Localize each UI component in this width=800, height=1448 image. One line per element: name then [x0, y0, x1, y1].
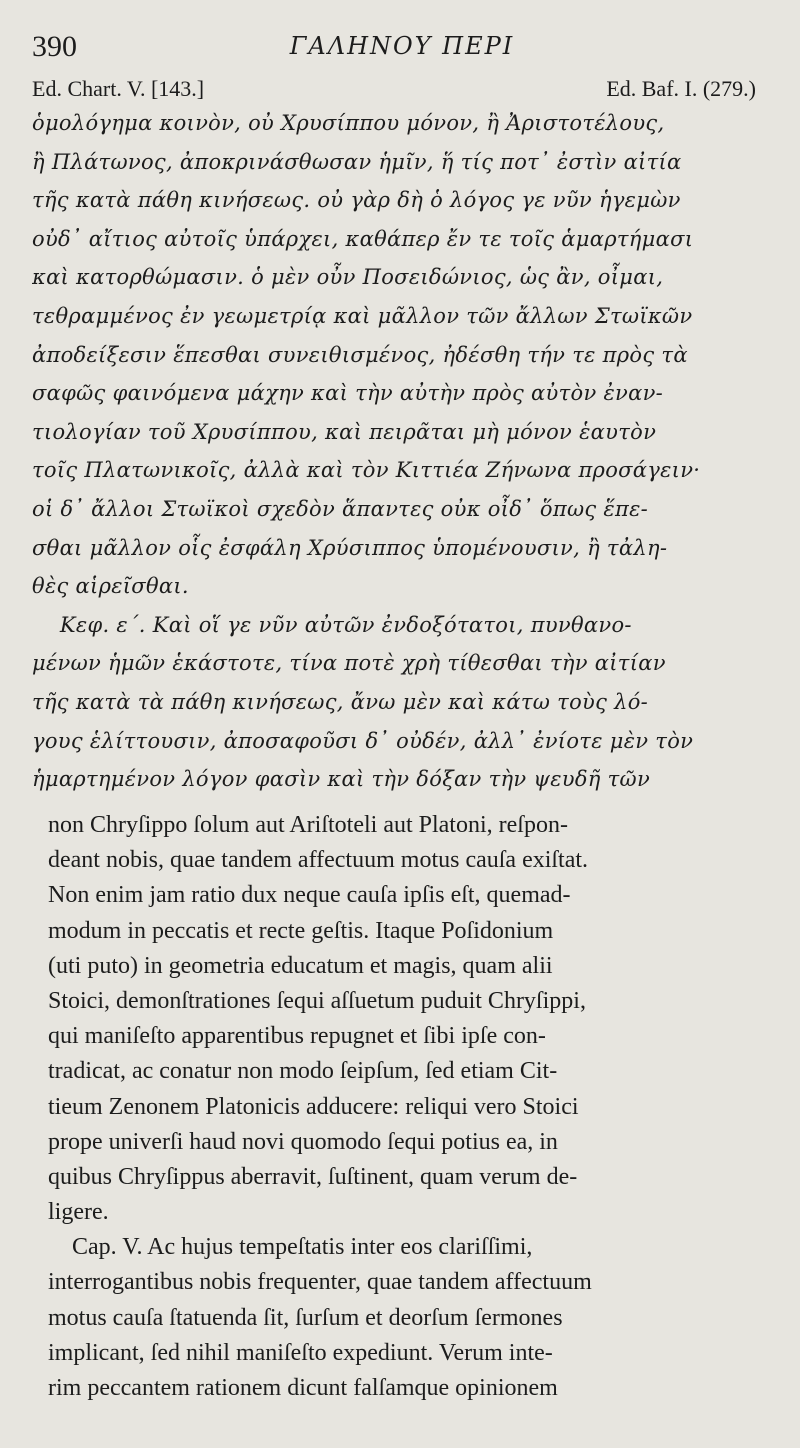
greek-text-line: Κεφ. ε΄. Καὶ οἵ γε νῦν αὐτῶν ἐνδοξότατοι, πυνθανο-	[32, 612, 632, 637]
greek-text-line: ὁμολόγημα κοινὸν, οὐ Χρυσίππου μόνον, ἢ Ἀριστοτέλους,	[32, 111, 665, 135]
greek-text-line: ἡμαρτημένον λόγον φασὶν καὶ τὴν δόξαν τὴν ψευδῆ τῶν	[32, 767, 651, 792]
greek-text-line: σθαι μᾶλλον οἷς ἐσφάλη Χρύσιππος ὑπομένουσιν, ἢ τἀλη-	[32, 535, 668, 560]
page-number: 390	[32, 30, 77, 63]
latin-text-line: Stoici, demonſtrationes ſequi aſſuetum puduit Chryſippi,	[48, 987, 586, 1014]
greek-text-line: οὐδ᾽ αἴτιος αὐτοῖς ὑπάρχει, καθάπερ ἔν τε τοῖς ἁμαρτήμασι	[32, 226, 694, 251]
greek-text-line: τοῖς Πλατωνικοῖς, ἀλλὰ καὶ τὸν Κιττιέα Ζήνωνα προσάγειν·	[32, 458, 701, 483]
running-title: ΓΑΛΗΝΟΥ ΠΕΡΙ	[289, 32, 515, 60]
greek-text-line: γους ἑλίττουσιν, ἀποσαφοῦσι δ᾽ οὐδέν, ἀλλ᾽ ἐνίοτε μὲν τὸν	[32, 728, 694, 753]
latin-text-line: Non enim jam ratio dux neque cauſa ipſis eſt, quemad-	[48, 882, 571, 909]
latin-text-line: motus cauſa ſtatuenda ſit, ſurſum et deorſum ſermones	[48, 1304, 563, 1331]
latin-text-line: rim peccantem rationem dicunt falſamque opinionem	[48, 1375, 558, 1401]
greek-text-line: θὲς αἱρεῖσθαι.	[32, 574, 189, 599]
edition-reference-line	[32, 76, 756, 104]
latin-text-line: interrogantibus nobis frequenter, quae tandem affectuum	[48, 1269, 592, 1296]
greek-text-line: ἢ Πλάτωνος, ἀποκρινάσθωσαν ἡμῖν, ἥ τίς ποτ᾽ ἐστὶν αἰτία	[32, 149, 682, 174]
latin-text-line: modum in peccatis et recte geſtis. Itaque Poſidonium	[48, 917, 554, 944]
latin-text-line: ligere.	[48, 1199, 109, 1226]
edition-left-ref: Ed. Chart. V. [143.]	[32, 76, 205, 101]
latin-text-line: qui maniſeſto apparentibus repugnet et ſibi ipſe con-	[48, 1023, 546, 1050]
latin-text-line: prope univerſi haud novi quomodo ſequi potius ea, in	[48, 1128, 558, 1155]
greek-text-line: τιολογίαν τοῦ Χρυσίππου, καὶ πειρᾶται μὴ μόνον ἑαυτὸν	[32, 419, 657, 444]
latin-text-line: tieum Zenonem Platonicis adducere: reliqui vero Stoici	[48, 1093, 579, 1120]
latin-text-line: Cap. V. Ac hujus tempeſtatis inter eos clariſſimi,	[48, 1234, 533, 1261]
greek-text-line: οἱ δ᾽ ἄλλοι Στωϊκοὶ σχεδὸν ἅπαντες οὐκ οἶδ᾽ ὅπως ἕπε-	[32, 496, 649, 521]
running-header	[32, 28, 772, 64]
latin-text-block	[48, 808, 766, 1406]
greek-text-line: τῆς κατὰ πάθη κινήσεως. οὐ γὰρ δὴ ὁ λόγος γε νῦν ἡγεμὼν	[32, 188, 681, 213]
greek-text-line: τῆς κατὰ τὰ πάθη κινήσεως, ἄνω μὲν καὶ κάτω τοὺς λό-	[32, 689, 649, 714]
edition-right-ref: Ed. Baf. I. (279.)	[606, 76, 756, 101]
greek-text-block	[32, 104, 764, 799]
greek-text-line: σαφῶς φαινόμενα μάχην καὶ τὴν αὐτὴν πρὸς αὐτὸν ἐναν-	[32, 381, 664, 406]
latin-text-line: (uti puto) in geometria educatum et magis, quam alii	[48, 952, 553, 979]
latin-text-line: tradicat, ac conatur non modo ſeipſum, ſed etiam Cit-	[48, 1058, 558, 1085]
latin-text-line: non Chryſippo ſolum aut Ariſtoteli aut Platoni, reſpon-	[48, 812, 568, 838]
latin-text-line: implicant, ſed nihil maniſeſto expediunt. Verum inte-	[48, 1339, 553, 1366]
greek-text-line: τεθραμμένος ἐν γεωμετρίᾳ καὶ μᾶλλον τῶν ἄλλων Στωϊκῶν	[32, 303, 693, 328]
latin-text-line: deant nobis, quae tandem affectuum motus cauſa exiſtat.	[48, 847, 589, 874]
greek-text-line: ἀποδείξεσιν ἕπεσθαι συνειθισμένος, ἠδέσθη τήν τε πρὸς τὰ	[32, 342, 688, 367]
greek-text-line: μένων ἡμῶν ἑκάστοτε, τίνα ποτὲ χρὴ τίθεσθαι τὴν αἰτίαν	[32, 651, 666, 676]
greek-text-line: καὶ κατορθώμασιν. ὁ μὲν οὖν Ποσειδώνιος, ὡς ἂν, οἶμαι,	[32, 265, 664, 290]
latin-text-line: quibus Chryſippus aberravit, ſuſtinent, quam verum de-	[48, 1163, 578, 1190]
